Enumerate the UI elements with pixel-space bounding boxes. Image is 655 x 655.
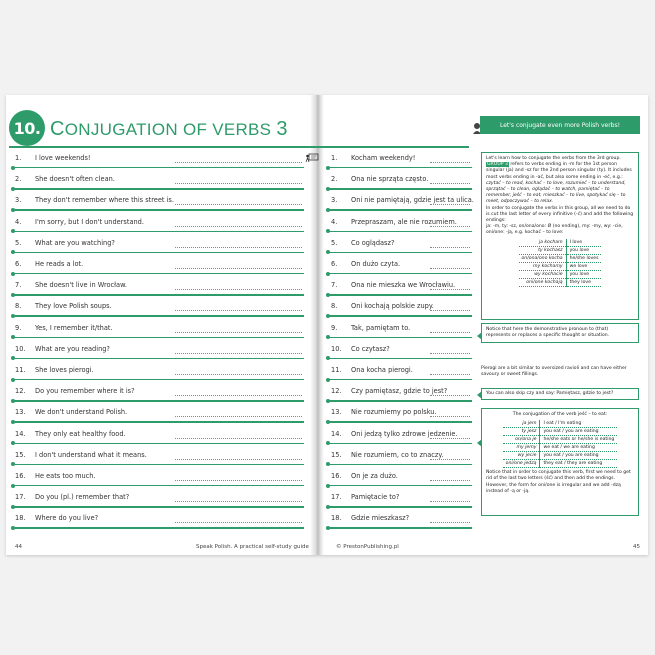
conjugation-row	[503, 436, 618, 444]
answer-line[interactable]	[175, 226, 302, 227]
conjugation-form: wy jecie	[503, 452, 540, 460]
book-spine	[310, 95, 324, 555]
answer-line[interactable]	[175, 459, 302, 460]
row-divider	[327, 443, 472, 444]
item-text: I don't understand what it means.	[35, 450, 147, 459]
row-divider	[12, 527, 304, 528]
item-text: She loves pierogi.	[35, 366, 94, 374]
item-text: She doesn't live in Wrocław.	[35, 281, 127, 290]
answer-line[interactable]	[175, 438, 302, 439]
row-divider	[12, 209, 304, 210]
row-divider	[327, 252, 472, 253]
row-divider	[327, 358, 472, 359]
row-divider	[12, 273, 304, 274]
answer-line[interactable]	[175, 289, 302, 290]
conjugation-form: oni/one kochają	[519, 278, 567, 286]
conjugation-form: ja jem	[503, 420, 540, 428]
conjugation-form: oni/one jedzą	[503, 460, 540, 468]
answer-line[interactable]	[430, 459, 470, 460]
item-number: 3.	[15, 196, 22, 205]
answer-line[interactable]	[175, 374, 302, 375]
exercise-item	[15, 430, 126, 438]
item-text: I'm sorry, but I don't understand.	[35, 217, 144, 226]
exercise-item	[331, 196, 474, 204]
exercise-item	[15, 239, 115, 247]
answer-line[interactable]	[430, 438, 470, 439]
item-number: 6.	[15, 260, 22, 268]
row-divider	[12, 315, 304, 316]
item-number: 9.	[331, 323, 338, 332]
answer-line[interactable]	[430, 522, 470, 523]
exercise-item	[15, 451, 147, 459]
item-number: 4.	[15, 217, 22, 226]
item-text: Co czytasz?	[351, 344, 390, 353]
exercise-item	[15, 218, 144, 226]
row-divider	[327, 188, 472, 189]
item-text: Czy pamiętasz, gdzie to jest?	[351, 387, 448, 396]
answer-line[interactable]	[430, 183, 470, 184]
item-number: 13.	[15, 408, 26, 417]
row-divider	[12, 421, 304, 422]
exercise-item	[331, 430, 458, 438]
answer-line[interactable]	[430, 395, 470, 396]
grammar-intro-1: Let's learn how to conjugate the verbs from the 3rd group.	[486, 156, 621, 161]
item-number: 15.	[15, 450, 26, 459]
answer-line[interactable]	[430, 416, 470, 417]
item-text: Do you (pl.) remember that?	[35, 493, 130, 502]
item-number: 12.	[15, 387, 26, 396]
answer-line[interactable]	[175, 268, 302, 269]
conjugation-translation: he/she loves	[569, 255, 599, 261]
answer-line[interactable]	[175, 183, 302, 184]
exercise-item	[15, 408, 127, 416]
conjugation-translation: you love	[569, 271, 590, 277]
item-text: I love weekends!	[35, 154, 91, 162]
answer-line[interactable]	[430, 268, 470, 269]
answer-line[interactable]	[430, 204, 470, 205]
item-number: 10.	[331, 344, 342, 353]
grammar-intro-2: refers to verbs ending in -m for the 1st person singular (ja) and -sz for the 2nd person singular (ty). It includes most verbs ending in -ać, but also some ending in -eć, e.g.:	[486, 162, 632, 180]
jesc-explanation: Notice that in order to conjugate this verb, first we need to get rid of the last two letters (ść) and then add the endings. However, the form for oni/one is irregular and we add -dzą instead of -ą or -ją.	[486, 470, 631, 494]
title-underline	[9, 146, 469, 148]
conjugation-translation: I eat / I'm eating	[543, 421, 582, 427]
item-number: 17.	[15, 493, 26, 502]
answer-line[interactable]	[175, 416, 302, 417]
demonstrative-note-text: Notice that here the demonstrative pronoun to (that) represents or replaces a specific thought or situation.	[486, 327, 610, 339]
row-divider	[327, 421, 472, 422]
conjugation-form: my jemy	[503, 444, 540, 452]
item-text: On dużo czyta.	[351, 260, 401, 268]
item-text: Pamiętacie to?	[351, 493, 400, 502]
answer-line[interactable]	[430, 162, 470, 163]
item-text: They only eat healthy food.	[35, 429, 126, 438]
item-number: 8.	[15, 302, 22, 311]
item-number: 7.	[15, 281, 22, 290]
row-divider	[327, 209, 472, 210]
exercise-item	[331, 239, 394, 247]
conjugation-translation: you love	[569, 247, 590, 253]
item-number: 15.	[331, 450, 342, 459]
answer-line[interactable]	[430, 332, 470, 333]
row-divider	[12, 464, 304, 465]
item-number: 2.	[15, 175, 22, 184]
item-text: Do you remember where it is?	[35, 387, 135, 396]
row-divider	[12, 443, 304, 444]
conjugation-translation: I love	[569, 239, 583, 245]
conjugation-row	[503, 428, 618, 436]
conjugation-translation: they eat / they are eating	[543, 461, 603, 467]
jesc-title: The conjugation of the verb jeść – to eat:	[512, 412, 608, 417]
right-page-number: 45	[633, 544, 640, 550]
item-text: She doesn't often clean.	[35, 175, 115, 184]
exercise-item	[15, 366, 94, 374]
item-number: 8.	[331, 302, 338, 311]
exercise-item	[15, 345, 110, 353]
item-text: Gdzie mieszkasz?	[351, 514, 410, 523]
item-text: Oni nie pamiętają, gdzie jest ta ulica.	[351, 196, 474, 205]
conjugation-form: ty kochasz	[519, 246, 567, 254]
conjugation-row	[503, 420, 618, 428]
row-divider	[12, 379, 304, 380]
item-text: Oni jedzą tylko zdrowe jedzenie.	[351, 429, 458, 438]
exercise-item	[331, 408, 437, 416]
answer-line[interactable]	[175, 310, 302, 311]
unit-number-badge: 10.	[9, 110, 45, 146]
item-text: Yes, I remember it/that.	[35, 323, 113, 332]
answer-line[interactable]	[175, 353, 302, 354]
row-divider	[12, 400, 304, 401]
pamietasz-note	[481, 388, 639, 400]
item-text: On je za dużo.	[351, 472, 398, 480]
exercise-item	[15, 472, 96, 480]
exercise-item	[15, 493, 129, 501]
exercise-item	[331, 302, 434, 310]
item-number: 17.	[331, 493, 342, 502]
teacher-icon	[305, 153, 319, 163]
exercise-item	[15, 324, 113, 332]
group-tag: GROUP 3	[487, 162, 508, 168]
exercise-item	[331, 514, 409, 522]
row-divider	[12, 337, 304, 338]
exercise-item	[331, 345, 390, 353]
exercise-item	[15, 387, 135, 395]
publisher-footer: © PrestonPublishing.pl	[336, 544, 399, 550]
item-text: Ona nie mieszka we Wrocławiu.	[351, 281, 456, 290]
answer-line[interactable]	[430, 289, 470, 290]
item-number: 14.	[15, 429, 26, 438]
book-title-footer: Speak Polish. A practical self-study guide	[196, 544, 309, 550]
item-text: They don't remember where this street is.	[35, 196, 174, 205]
title-number: 3	[276, 118, 288, 140]
row-divider	[12, 252, 304, 253]
item-number: 1.	[331, 154, 338, 162]
item-number: 18.	[15, 514, 26, 523]
row-divider	[327, 506, 472, 507]
row-divider	[12, 294, 304, 295]
item-number: 6.	[331, 260, 338, 268]
row-divider	[327, 337, 472, 338]
conjugation-form: wy kochacie	[519, 270, 567, 278]
row-divider	[12, 231, 304, 232]
conjugation-translation: you eat / you are eating	[543, 429, 599, 435]
item-number: 11.	[331, 366, 342, 374]
item-number: 14.	[331, 429, 342, 438]
item-number: 5.	[15, 238, 22, 247]
left-page-number: 44	[15, 544, 22, 550]
conjugation-form: on/ona/ono kocha	[519, 254, 567, 262]
answer-line[interactable]	[175, 247, 302, 248]
row-divider	[12, 485, 304, 486]
row-divider	[327, 485, 472, 486]
answer-line[interactable]	[430, 374, 470, 375]
grammar-endings: ja: -m, ty: -sz, on/ona/ono: Ø (no ending), my: -my, wy: -cie, oni/one: -ją, e.g. kochać – to love:	[486, 224, 623, 236]
exercise-item	[15, 514, 98, 522]
row-divider	[12, 188, 304, 189]
conjugation-row	[519, 262, 602, 270]
row-divider	[327, 315, 472, 316]
answer-line[interactable]	[175, 480, 302, 481]
item-text: Kocham weekendy!	[351, 154, 416, 162]
item-text: Ona nie sprząta często.	[351, 175, 429, 184]
conjugation-translation: we love	[569, 263, 588, 269]
item-text: Oni kochają polskie zupy.	[351, 302, 434, 311]
title-rest: ONJUGATION OF VERBS	[64, 120, 277, 139]
item-number: 16.	[331, 472, 342, 480]
conjugation-form: ty jesz	[503, 428, 540, 436]
page-title	[50, 118, 288, 141]
title-first-letter: C	[50, 118, 65, 140]
exercise-item	[15, 175, 115, 183]
item-text: He eats too much.	[35, 472, 96, 480]
item-number: 11.	[15, 366, 26, 374]
item-number: 12.	[331, 387, 342, 396]
conjugation-form: ja kocham	[519, 239, 567, 247]
item-text: Co oglądasz?	[351, 238, 395, 247]
item-number: 2.	[331, 175, 338, 184]
exercise-item	[15, 281, 127, 289]
tip-banner: Let's conjugate even more Polish verbs!	[480, 116, 640, 134]
row-divider	[327, 400, 472, 401]
row-divider	[327, 464, 472, 465]
conjugation-translation: we eat / we are eating	[543, 445, 595, 451]
item-text: What are you reading?	[35, 344, 110, 353]
answer-line[interactable]	[175, 332, 302, 333]
grammar-examples: czytać – to read, kochać – to love, rozumieć – to understand, sprzątać – to clean, oglądać – to watch, pamiętać – to remember, jeść – to eat, mieszkać – to live, spotykać się – to meet, odpoczywać – to relax.	[486, 180, 626, 205]
conjugation-row	[519, 278, 602, 286]
conjugation-row	[519, 270, 602, 278]
conjugation-row	[519, 246, 602, 254]
exercise-item	[15, 154, 91, 162]
conjugation-row	[519, 254, 602, 262]
item-text: He reads a lot.	[35, 260, 84, 268]
demonstrative-note	[481, 323, 639, 343]
item-number: 7.	[331, 281, 338, 290]
row-divider	[327, 294, 472, 295]
exercise-item	[15, 260, 83, 268]
answer-line[interactable]	[175, 395, 302, 396]
exercise-item	[331, 154, 415, 162]
item-text: Where do you live?	[35, 514, 99, 523]
pierogi-note: Pierogi are a bit similar to oversized ravioli and can have either savoury or sweet fillings.	[481, 366, 627, 378]
grammar-rule: In order to conjugate the verbs in this group, all we need to do is cut the last letter of every infinitive (-ć) and add the following endings:	[486, 205, 634, 224]
answer-line[interactable]	[430, 480, 470, 481]
answer-line[interactable]	[430, 247, 470, 248]
jesc-note	[481, 408, 639, 516]
row-divider	[12, 167, 304, 168]
item-text: Przepraszam, ale nie rozumiem.	[351, 217, 457, 226]
conjugation-row	[503, 444, 618, 452]
exercise-item	[331, 387, 447, 395]
row-divider	[327, 527, 472, 528]
item-text: We don't understand Polish.	[35, 408, 128, 417]
item-number: 18.	[331, 514, 342, 523]
item-text: Nie rozumiem, co to znaczy.	[351, 450, 444, 459]
item-text: What are you watching?	[35, 238, 115, 247]
item-text: Tak, pamiętam to.	[351, 323, 411, 332]
exercise-item	[331, 366, 413, 374]
conjugation-translation: he/she eats or he/she is eating	[543, 437, 615, 443]
answer-line[interactable]	[430, 501, 470, 502]
row-divider	[327, 231, 472, 232]
item-number: 16.	[15, 472, 26, 480]
row-divider	[327, 379, 472, 380]
item-number: 3.	[331, 196, 338, 205]
item-number: 1.	[15, 154, 22, 162]
conjugation-row	[503, 452, 618, 460]
conjugation-form: on/ona je	[503, 436, 540, 444]
item-number: 5.	[331, 238, 338, 247]
exercise-item	[331, 260, 400, 268]
item-number: 4.	[331, 217, 338, 226]
exercise-item	[331, 175, 428, 183]
conjugation-row	[519, 239, 602, 247]
row-divider	[327, 167, 472, 168]
answer-line[interactable]	[430, 310, 470, 311]
answer-line[interactable]	[430, 226, 470, 227]
answer-line[interactable]	[175, 204, 302, 205]
conjugation-row	[503, 460, 618, 468]
conjugation-form: my kochamy	[519, 262, 567, 270]
exercise-item	[331, 218, 457, 226]
item-number: 10.	[15, 344, 26, 353]
exercise-item	[331, 493, 399, 501]
exercise-item	[15, 302, 112, 310]
answer-line[interactable]	[175, 501, 302, 502]
answer-line[interactable]	[175, 162, 302, 163]
jesc-table	[503, 420, 618, 468]
conjugation-translation: you eat / you are eating	[543, 453, 599, 459]
row-divider	[12, 506, 304, 507]
row-divider	[327, 273, 472, 274]
exercise-item	[15, 196, 174, 204]
item-text: Nie rozumiemy po polsku.	[351, 408, 437, 417]
item-number: 9.	[15, 323, 22, 332]
conjugation-translation: they love	[569, 279, 591, 285]
item-text: Ona kocha pierogi.	[351, 366, 413, 374]
exercise-item	[331, 324, 410, 332]
answer-line[interactable]	[430, 353, 470, 354]
kochac-table	[519, 239, 602, 287]
answer-line[interactable]	[175, 522, 302, 523]
item-number: 13.	[331, 408, 342, 417]
grammar-note-group3	[481, 152, 639, 320]
row-divider	[12, 358, 304, 359]
exercise-item	[331, 451, 443, 459]
item-text: They love Polish soups.	[35, 302, 112, 311]
exercise-item	[331, 281, 455, 289]
exercise-item	[331, 472, 398, 480]
pamietasz-note-text: You can also skip czy and say: Pamiętasz, gdzie to jest?	[486, 391, 614, 396]
